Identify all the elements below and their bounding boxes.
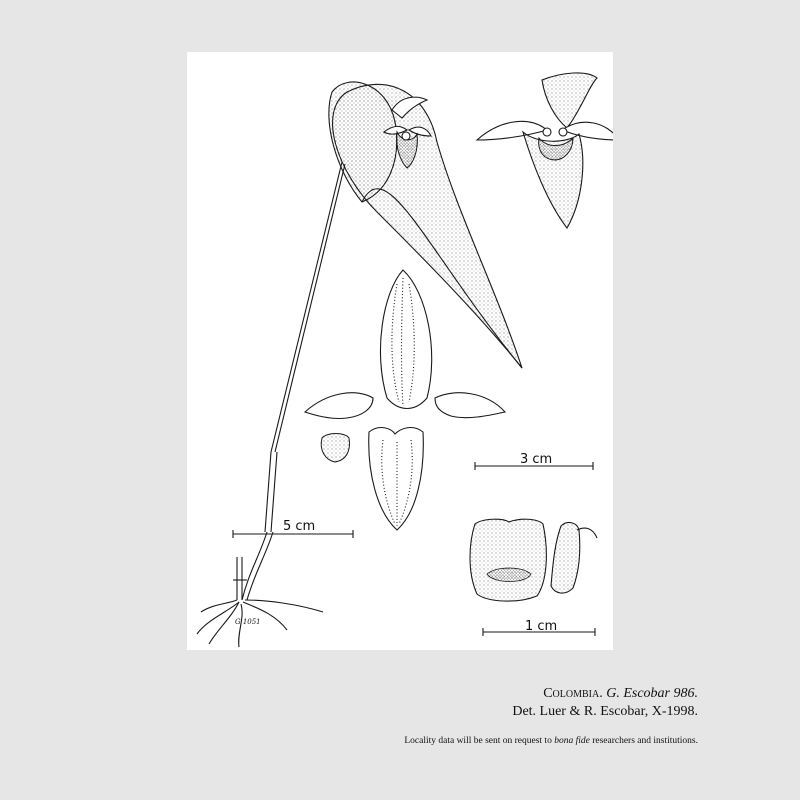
lip-detail <box>470 519 597 601</box>
note-prefix: Locality data will be sent on request to <box>404 736 552 746</box>
illustration-plate <box>187 52 613 650</box>
locality-note <box>404 736 698 746</box>
caption-collector: G. Escobar 986. <box>606 686 698 701</box>
botanical-drawing <box>187 52 613 650</box>
note-suffix: researchers and institutions. <box>592 736 698 746</box>
scale-label-lip: 1 cm <box>525 619 558 634</box>
caption-determination: Det. Luer & R. Escobar, X-1998. <box>512 704 698 719</box>
illustrator-signature: G 1051 <box>235 618 261 626</box>
caption-country: Colombia. <box>543 686 603 701</box>
caption-line-1 <box>512 685 698 703</box>
caption <box>512 685 698 721</box>
scale-bar-habit <box>233 519 353 538</box>
scale-label-habit: 5 cm <box>283 519 316 534</box>
flower-detail <box>477 73 613 228</box>
scale-bar-flower <box>475 452 593 470</box>
scale-bar-lip <box>483 619 595 636</box>
scale-label-flower: 3 cm <box>520 452 553 467</box>
note-italic: bona fide <box>554 736 590 746</box>
